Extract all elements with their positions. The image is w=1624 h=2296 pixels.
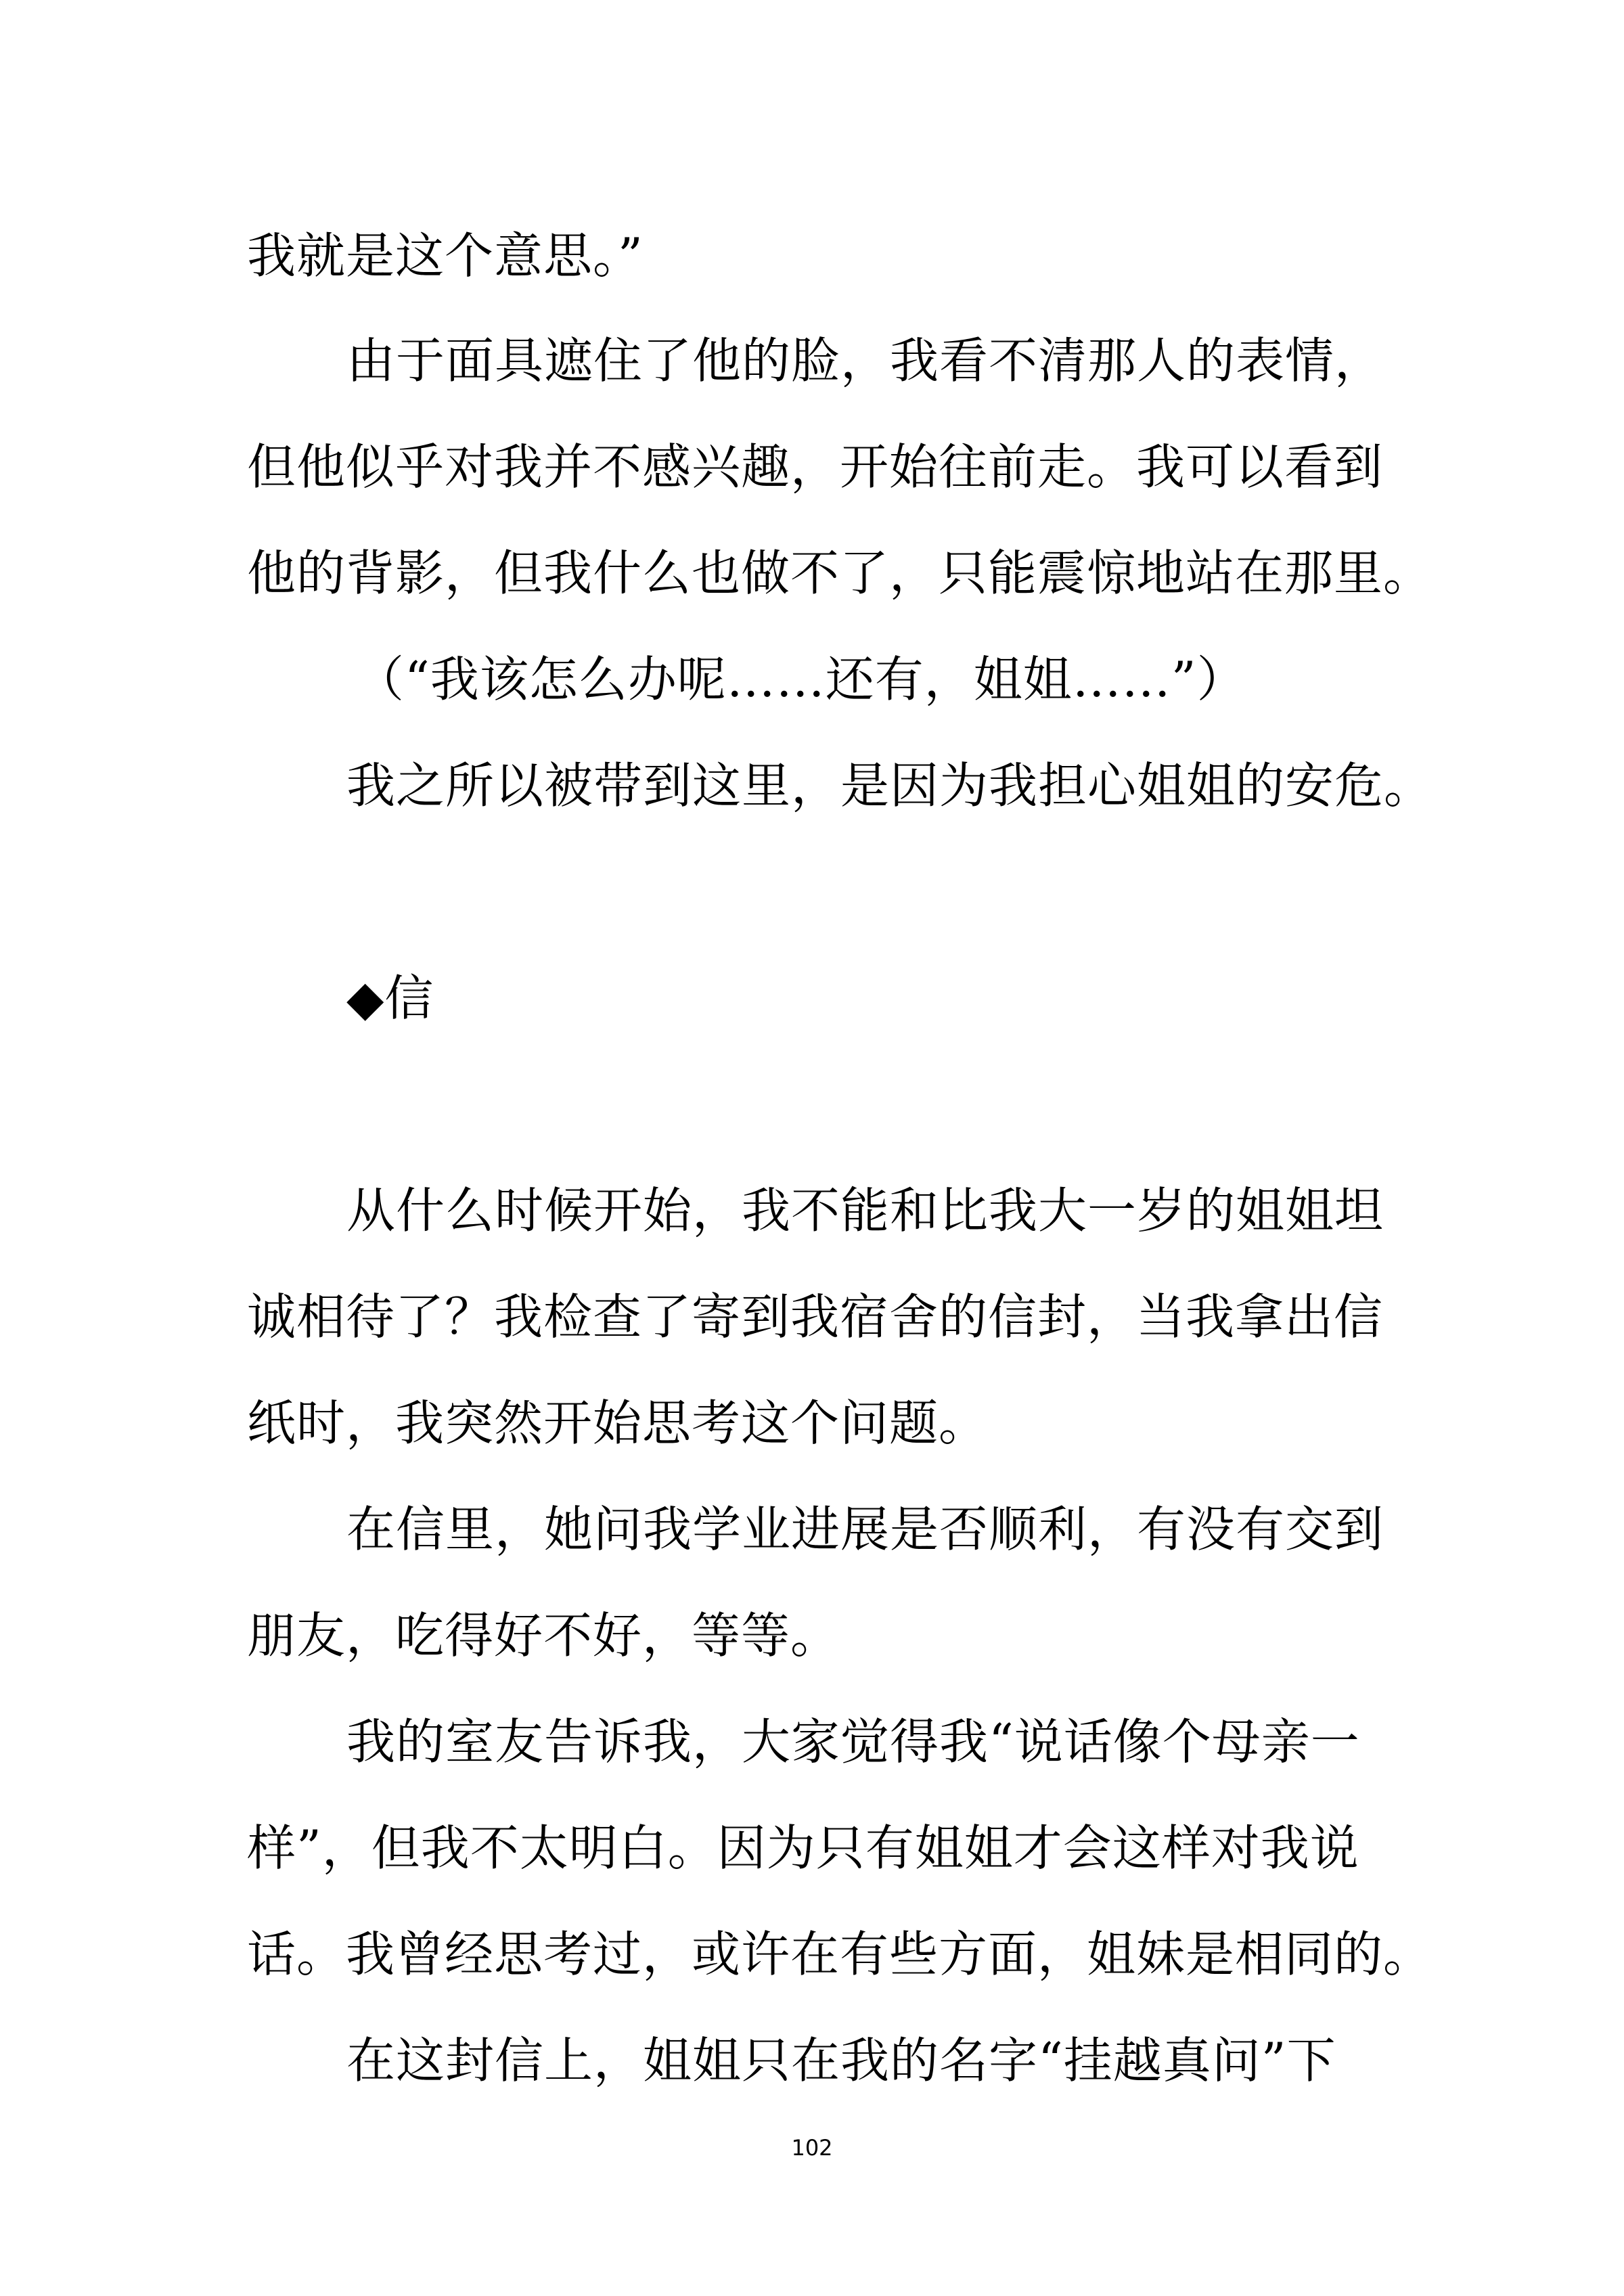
text-line-10: 在信里，她问我学业进展是否顺利，有没有交到	[346, 1501, 1384, 1558]
text-line-8: 诚相待了？我检查了寄到我宿舍的信封，当我拿出信	[247, 1288, 1384, 1345]
text-line-11: 朋友，吃得好不好，等等。	[247, 1607, 840, 1664]
text-line-14: 话。我曾经思考过，或许在有些方面，姐妹是相同的。	[247, 1926, 1433, 1983]
text-line-12: 我的室友告诉我，大家觉得我“说话像个母亲一	[346, 1713, 1360, 1770]
text-line-5: （“我该怎么办呢……还有，姐姐……”）	[355, 651, 1246, 708]
text-line-3: 但他似乎对我并不感兴趣，开始往前走。我可以看到	[247, 438, 1384, 495]
text-line-15: 在这封信上，姐姐只在我的名字“挂越真问”下	[346, 2032, 1336, 2089]
text-line-1: 我就是这个意思。”	[247, 227, 644, 284]
section-heading: ◆信	[346, 970, 434, 1027]
text-line-4: 他的背影，但我什么也做不了，只能震惊地站在那里。	[247, 545, 1433, 602]
text-line-13: 样”，但我不太明白。因为只有姐姐才会这样对我说	[247, 1820, 1359, 1876]
text-line-6: 我之所以被带到这里，是因为我担心姐姐的安危。	[346, 757, 1434, 814]
text-line-2: 由于面具遮住了他的脸，我看不清那人的表情，	[346, 332, 1384, 389]
page-number: 102	[791, 2135, 833, 2161]
text-line-7: 从什么时候开始，我不能和比我大一岁的姐姐坦	[346, 1182, 1384, 1239]
text-line-9: 纸时，我突然开始思考这个问题。	[247, 1395, 989, 1451]
